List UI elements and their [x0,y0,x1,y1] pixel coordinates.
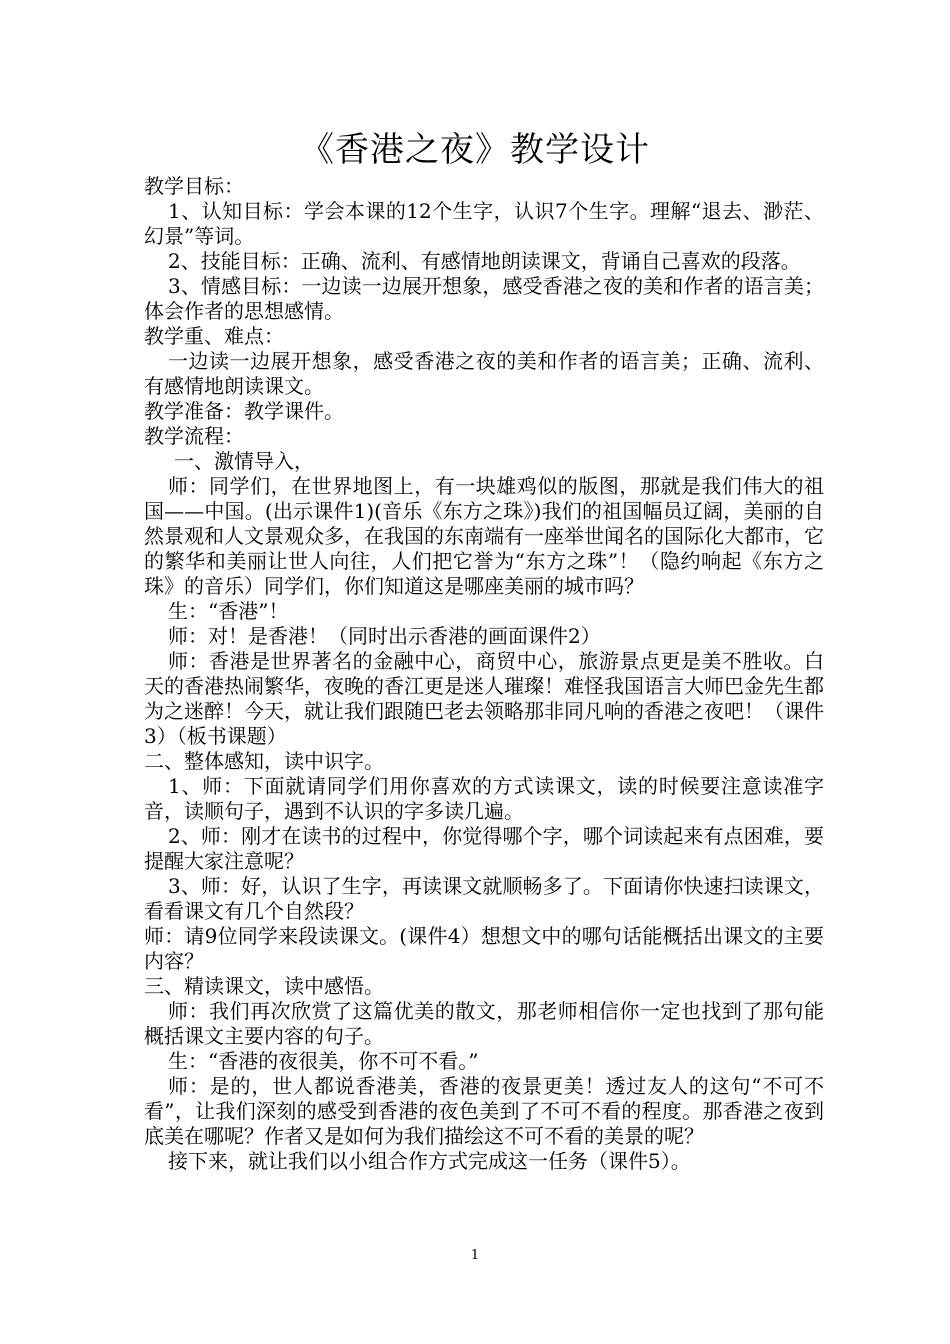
paragraph: 教学重、难点： [144,324,284,348]
paragraph: 接下来，就让我们以小组合作方式完成这一任务（课件5）。 [168,1149,691,1173]
paragraph: 生：“香港”！ [168,599,289,623]
paragraph: 师：同学们，在世界地图上，有一块雄鸡似的版图，那就是我们伟大的祖国——中国。(出示课件1)(音乐《东方之珠》)我们的祖国幅员辽阔，美丽的自然景观和人文景观众多，在我国的东南端有一座举世闻名的国际化大都市，它的繁华和美丽让世人向往，人们把它誉为“东方之珠”！（隐约响起《东方之珠》的音乐）同学们，你们知道这是哪座美丽的城市吗？ [144,474,824,598]
paragraph: 师：我们再次欣赏了这篇优美的散文，那老师相信你一定也找到了那句能概括课文主要内容的句子。 [144,999,824,1048]
paragraph: 3、师：好，认识了生字，再读课文就顺畅多了。下面请你快速扫读课文，看看课文有几个自然段？ [144,874,824,923]
paragraph: 1、师：下面就请同学们用你喜欢的方式读课文，读的时候要注意读准字音，读顺句子，遇到不认识的字多读几遍。 [144,774,824,823]
paragraph: 二、整体感知，读中识字。 [144,749,384,773]
paragraph: 师：对！是香港！（同时出示香港的画面课件2） [168,624,601,648]
paragraph: 2、技能目标：正确、流利、有感情地朗读课文，背诵自己喜欢的段落。 [168,249,801,273]
paragraph: 师：请9位同学来段读课文。(课件4）想想文中的哪句话能概括出课文的主要内容？ [144,924,824,973]
paragraph: 教学目标： [144,174,244,198]
paragraph: 师：香港是世界著名的金融中心，商贸中心，旅游景点更是美不胜收。白天的香港热闹繁华，夜晚的香江更是迷人璀璨！难怪我国语言大师巴金先生都为之迷醉！今天，就让我们跟随巴老去领略那非同凡响的香港之夜吧！（课件3）（板书课题） [144,649,824,748]
paragraph: 2、师：刚才在读书的过程中，你觉得哪个字，哪个词读起来有点困难，要提醒大家注意呢？ [144,824,824,873]
paragraph: 教学准备：教学课件。 [144,399,344,423]
paragraph: 3、情感目标：一边读一边展开想象，感受香港之夜的美和作者的语言美；体会作者的思想感情。 [144,274,824,323]
document-title: 《香港之夜》教学设计 [300,130,650,170]
paragraph: 三、精读课文，读中感悟。 [144,974,384,998]
paragraph: 师：是的，世人都说香港美，香港的夜景更美！透过友人的这句“不可不看”，让我们深刻的感受到香港的夜色美到了不可不看的程度。那香港之夜到底美在哪呢？作者又是如何为我们描绘这不可不看的美景的呢？ [144,1074,824,1148]
page-number: 1 [470,1248,480,1263]
paragraph: 1、认知目标：学会本课的12个生字，认识7个生字。理解“退去、渺茫、幻景”等词。 [144,199,824,248]
paragraph: 生：“香港的夜很美，你不可不看。” [168,1049,479,1073]
paragraph: 一边读一边展开想象，感受香港之夜的美和作者的语言美；正确、流利、有感情地朗读课文。 [144,349,824,398]
paragraph: 教学流程： [144,424,244,448]
document-body [144,174,824,1174]
paragraph: 一、激情导入， [174,449,314,473]
